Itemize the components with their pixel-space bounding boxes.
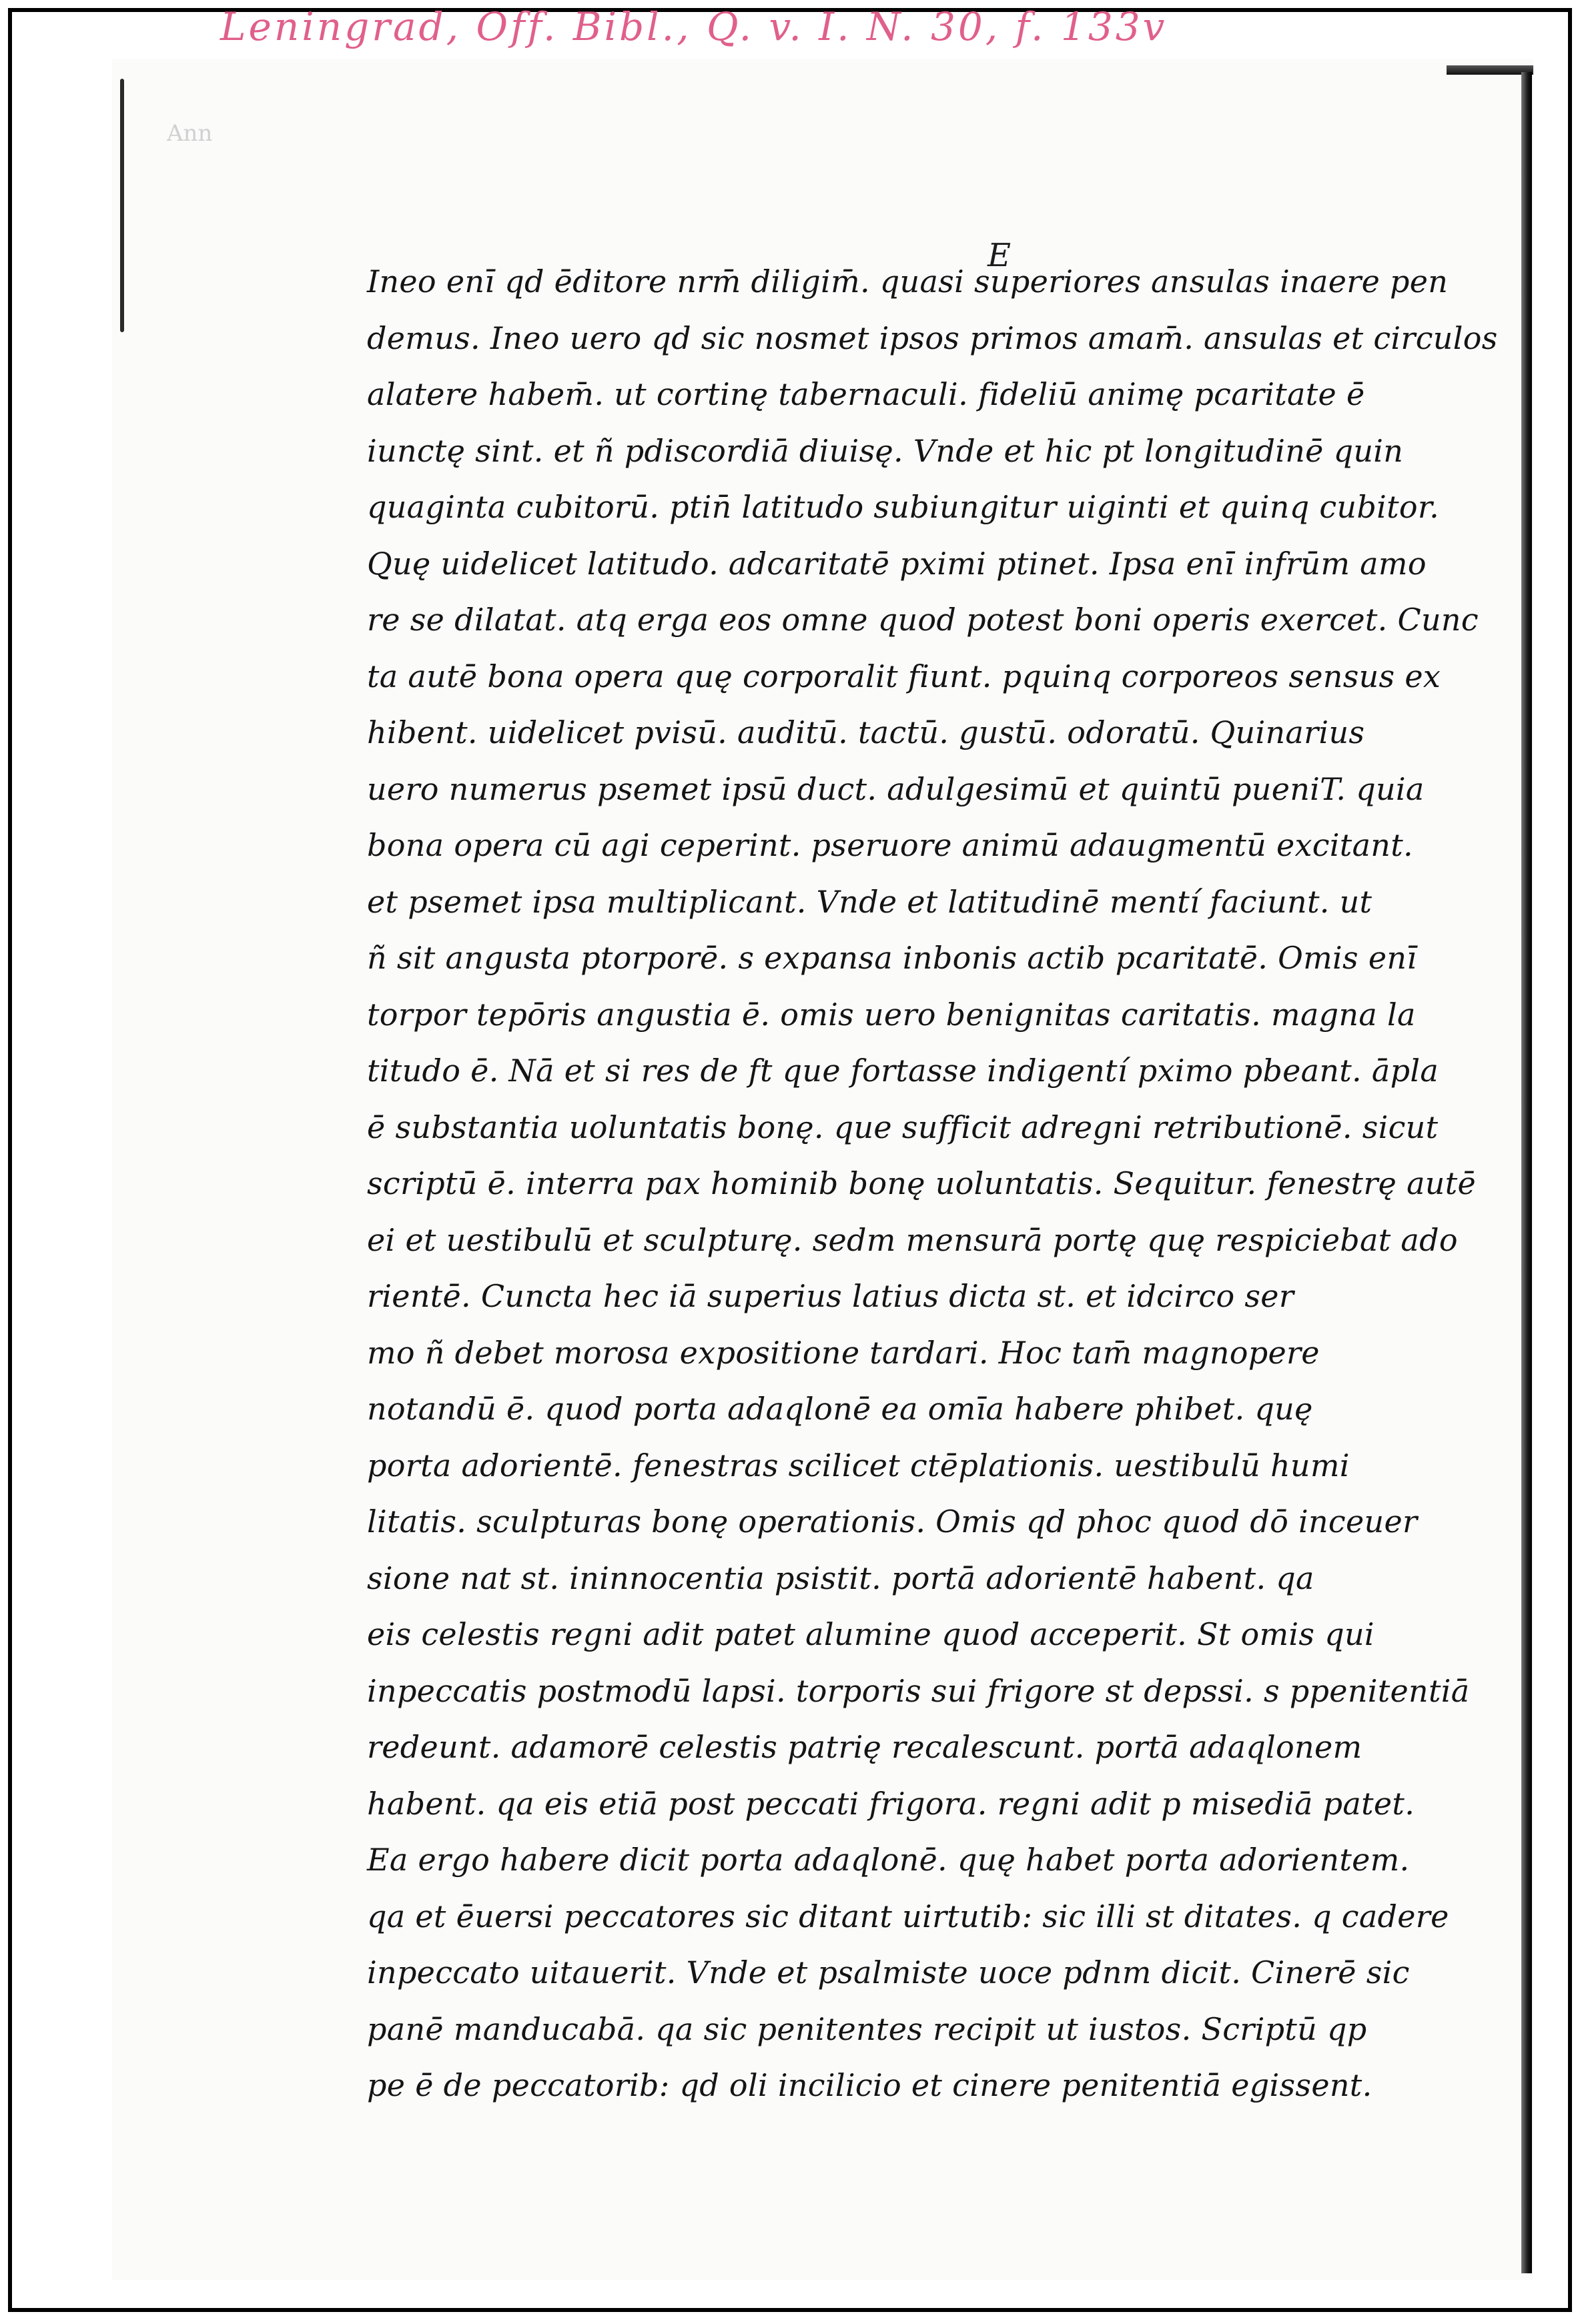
text-line: sione nat st. ininnocentia psistit. portā adorientē habent. qa — [367, 1560, 1314, 1596]
text-line: et psemet ipsa multiplicant. Vnde et latitudinē mentí faciunt. ut — [367, 883, 1372, 920]
text-line: hibent. uidelicet pvisū. auditū. tactū. gustū. odoratū. Quinarius — [367, 714, 1365, 750]
text-line: ta autē bona opera quę corporalit fiunt. pquinq corporeos sensus ex — [367, 658, 1441, 694]
text-line: uero numerus psemet ipsū duct. adulgesimū et quintū pueniT. quia — [367, 770, 1425, 807]
shelfmark-caption: Leningrad, Off. Bibl., Q. v. I. N. 30, f. 133v — [220, 4, 1168, 49]
text-line: eis celestis regni adit patet alumine quod acceperit. St omis qui — [367, 1616, 1374, 1652]
leaf-top-corner — [1447, 65, 1533, 75]
text-line: inpeccato uitauerit. Vnde et psalmiste uoce pdnm dicit. Cinerē sic — [367, 1954, 1410, 1990]
text-line: ñ sit angusta ptorporē. s expansa inbonis actib pcaritatē. Omis enī — [367, 940, 1417, 976]
text-line: ei et uestibulū et sculpturę. sedm mensurā portę quę respiciebat ado — [367, 1221, 1458, 1258]
manuscript-text — [367, 253, 1515, 2114]
text-line: pe ē de peccatorib: qd oli incilicio et cinere penitentiā egissent. — [367, 2067, 1372, 2103]
text-line: litatis. sculpturas bonę operationis. Omis qd phoc quod dō inceuer — [367, 1504, 1418, 1540]
text-line: qa et ēuersi peccatores sic ditant uirtutib: sic illi st ditates. q cadere — [367, 1898, 1449, 1934]
text-line: bona opera cū agi ceperint. pseruore animū adaugmentū excitant. — [367, 827, 1413, 863]
text-line: iunctę sint. et ñ pdiscordiā diuisę. Vnde et hic pt longitudinē quin — [367, 432, 1404, 469]
text-line: Ea ergo habere dicit porta adaqlonē. quę habet porta adorientem. — [367, 1842, 1410, 1878]
text-line: panē manducabā. qa sic penitentes recipit ut iustos. Scriptū qp — [367, 2010, 1367, 2047]
text-line: alatere habem̄. ut cortinę tabernaculi. fideliū animę pcaritate ē — [367, 376, 1365, 412]
leaf-left-edge — [120, 79, 124, 332]
marginal-correction-mark: E — [987, 237, 1012, 274]
text-line: Ineo enī qd ēditore nrm̄ diligim̄. quasi superiores ansulas inaere pen — [367, 263, 1449, 300]
text-line: torpor tepōris angustia ē. omis uero benignitas caritatis. magna la — [367, 996, 1416, 1033]
text-line: re se dilatat. atq erga eos omne quod potest boni operis exercet. Cunc — [367, 602, 1479, 638]
text-line: redeunt. adamorē celestis patrię recalescunt. portā adaqlonem — [367, 1729, 1362, 1765]
text-line: rientē. Cuncta hec iā superius latius dicta st. et idcirco ser — [367, 1278, 1294, 1314]
text-line: ē substantia uoluntatis bonę. que sufficit adregni retributionē. sicut — [367, 1109, 1439, 1145]
text-line: Quę uidelicet latitudo. adcaritatē pximi ptinet. Ipsa enī infrūm amo — [367, 545, 1427, 582]
text-line: mo ñ debet morosa expositione tardari. Hoc tam̄ magnopere — [367, 1334, 1320, 1371]
text-line: porta adorientē. fenestras scilicet ctēplationis. uestibulū humi — [367, 1447, 1350, 1484]
text-line: inpeccatis postmodū lapsi. torporis sui frigore st depssi. s ppenitentiā — [367, 1672, 1470, 1709]
text-line: quaginta cubitorū. ptin̄ latitudo subiungitur uiginti et quinq cubitor. — [367, 489, 1440, 525]
leaf-right-edge — [1521, 72, 1532, 2273]
text-line: scriptū ē. interra pax hominib bonę uoluntatis. Sequitur. fenestrę autē — [367, 1165, 1477, 1201]
text-line: habent. qa eis etiā post peccati frigora. regni adit p misediā patet. — [367, 1785, 1415, 1822]
text-line: demus. Ineo uero qd sic nosmet ipsos primos amam̄. ansulas et circulos — [367, 320, 1498, 356]
faint-smudge: Ann — [167, 120, 213, 147]
text-line: titudo ē. Nā et si res de ft que fortasse indigentí pximo pbeant. āpla — [367, 1053, 1439, 1089]
text-line: notandū ē. quod porta adaqlonē ea omīa habere phibet. quę — [367, 1391, 1313, 1427]
